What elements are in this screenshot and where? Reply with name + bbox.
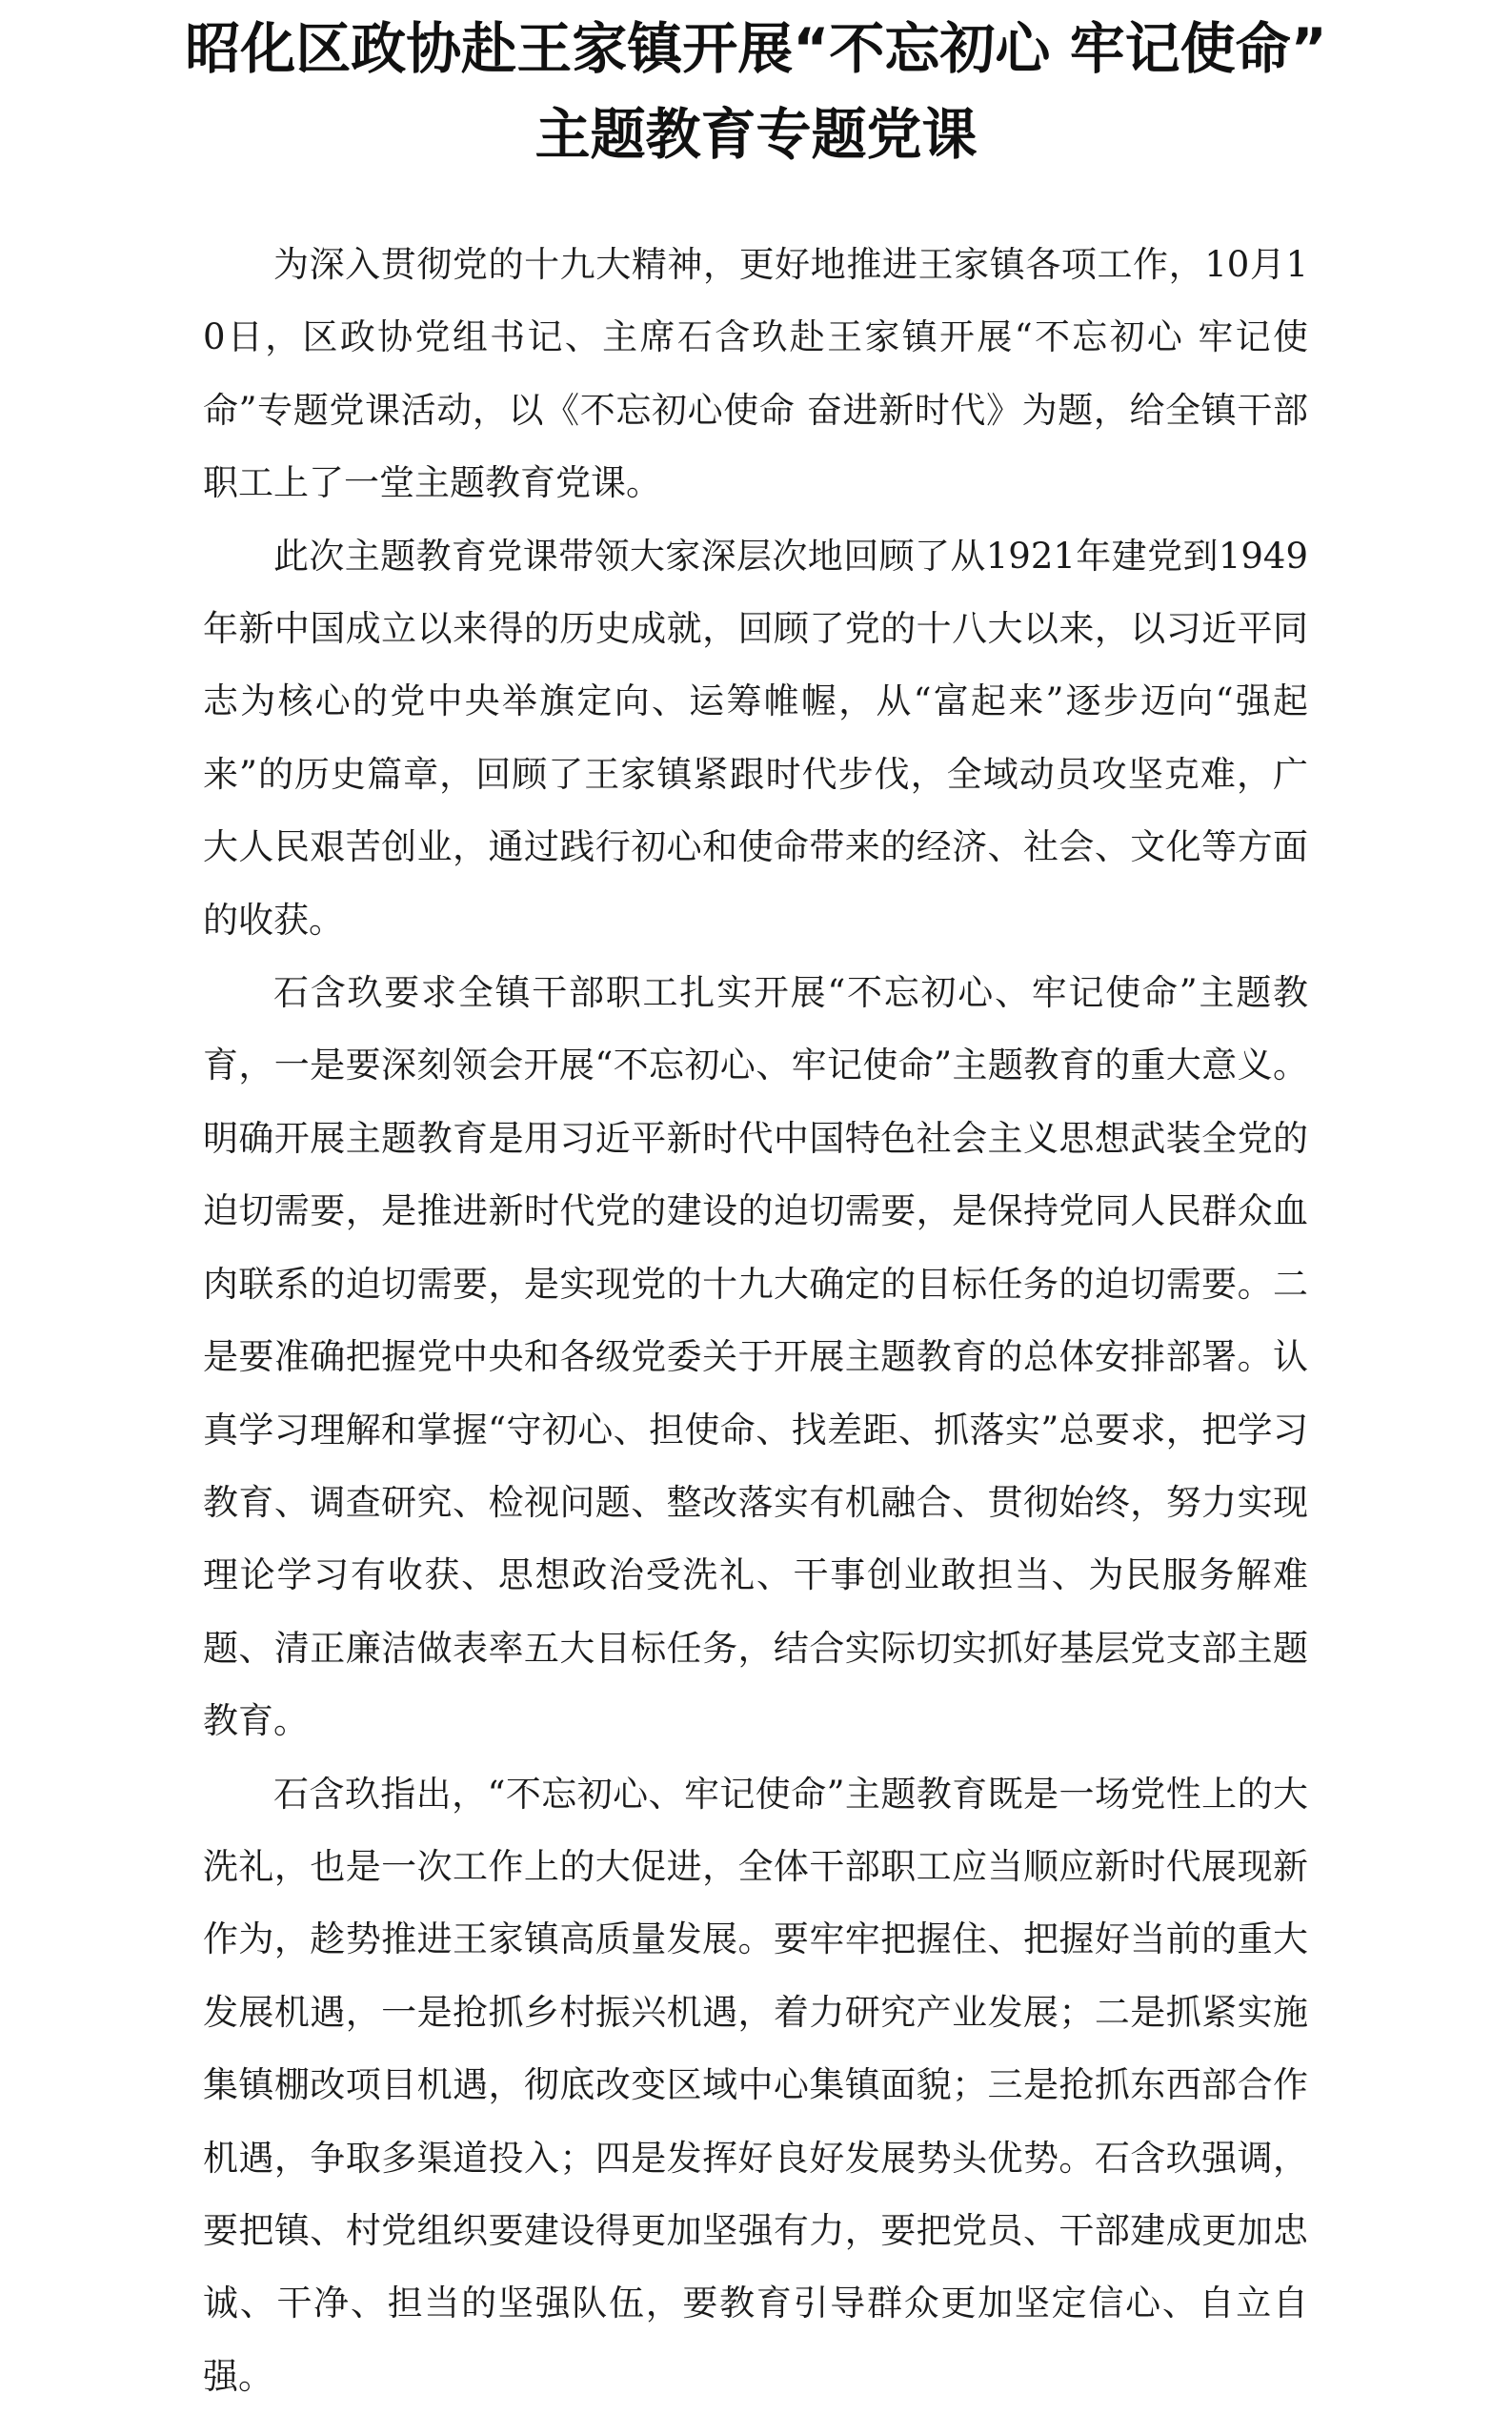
paragraph-1: 为深入贯彻党的十九大精神，更好地推进王家镇各项工作，10月10日，区政协党组书记、主席石含玖赴王家镇开展“不忘初心 牢记使命”专题党课活动，以《不忘初心使命 奋进新时代》为题，给全镇干部职工上了一堂主题教育党课。 xyxy=(203,244,1308,504)
document-title-line-1: 昭化区政协赴王家镇开展“不忘初心 牢记使命” xyxy=(185,16,1327,81)
paragraph-4: 石含玖指出，“不忘初心、牢记使命”主题教育既是一场党性上的大洗礼，也是一次工作上的大促进，全体干部职工应当顺应新时代展现新作为，趁势推进王家镇高质量发展。要牢牢把握住、把握好当前的重大发展机遇，一是抢抓乡村振兴机遇，着力研究产业发展；二是抓紧实施集镇棚改项目机遇，彻底改变区域中心集镇面貌；三是抢抓东西部合作机遇，争取多渠道投入；四是发挥好良好发展势头优势。石含玖强调，要把镇、村党组织要建设得更加坚强有力，要把党员、干部建成更加忠诚、干净、担当的坚强队伍，要教育引导群众更加坚定信心、自立自强。 xyxy=(203,1773,1308,2397)
document-title xyxy=(143,6,1369,177)
document-body xyxy=(203,229,1308,2413)
paragraph-3: 石含玖要求全镇干部职工扎实开展“不忘初心、牢记使命”主题教育，一是要深刻领会开展“不忘初心、牢记使命”主题教育的重大意义。明确开展主题教育是用习近平新时代中国特色社会主义思想武装全党的迫切需要，是推进新时代党的建设的迫切需要，是保持党同人民群众血肉联系的迫切需要，是实现党的十九大确定的目标任务的迫切需要。二是要准确把握党中央和各级党委关于开展主题教育的总体安排部署。认真学习理解和掌握“守初心、担使命、找差距、抓落实”总要求，把学习教育、调查研究、检视问题、整改落实有机融合、贯彻始终，努力实现理论学习有收获、思想政治受洗礼、干事创业敢担当、为民服务解难题、清正廉洁做表率五大目标任务，结合实际切实抓好基层党支部主题教育。 xyxy=(203,972,1308,1742)
paragraph-2: 此次主题教育党课带领大家深层次地回顾了从1921年建党到1949年新中国成立以来得的历史成就，回顾了党的十八大以来，以习近平同志为核心的党中央举旗定向、运筹帷幄，从“富起来”逐步迈向“强起来”的历史篇章，回顾了王家镇紧跟时代步伐，全域动员攻坚克难，广大人民艰苦创业，通过践行初心和使命带来的经济、社会、文化等方面的收获。 xyxy=(203,535,1308,941)
document-title-line-2: 主题教育专题党课 xyxy=(534,102,978,167)
